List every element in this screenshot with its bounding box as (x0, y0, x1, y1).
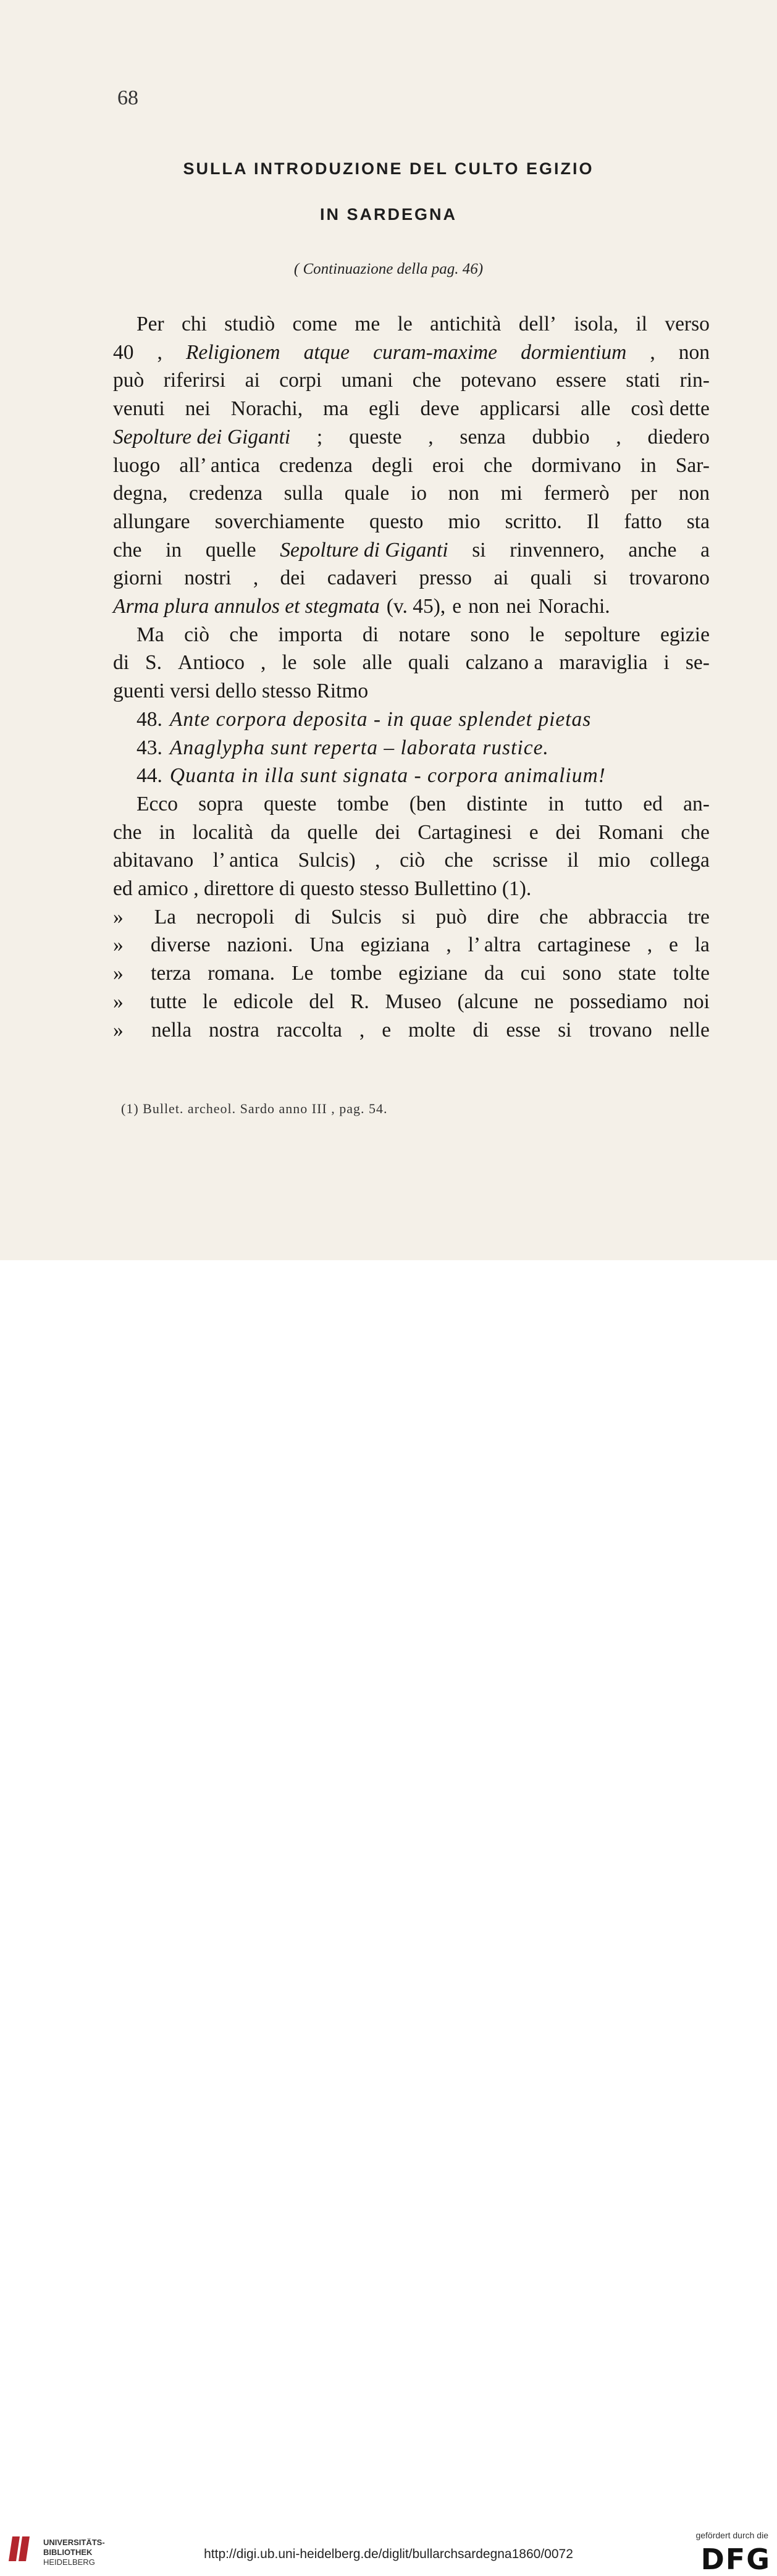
word: credenza (189, 482, 263, 505)
word: romana. (208, 962, 275, 985)
quote-mark: » (113, 933, 124, 957)
article-subtitle: IN SARDEGNA (319, 205, 457, 224)
word: che (539, 905, 568, 928)
word: di (295, 905, 311, 928)
word: sono (470, 623, 510, 646)
word: quelle (307, 820, 358, 844)
word: che (681, 820, 710, 844)
text-line (113, 819, 710, 847)
word: può (113, 369, 145, 392)
word: in (166, 538, 182, 562)
word: si (594, 566, 608, 590)
word: e (529, 820, 539, 844)
quotation (113, 903, 710, 1045)
word: all’ antica (179, 453, 260, 477)
text-line (113, 621, 710, 649)
word: sta (686, 510, 710, 533)
word: egiziana (360, 933, 430, 957)
word: che (444, 849, 474, 872)
word: ai (245, 369, 260, 392)
word: Norachi, (230, 397, 303, 421)
word: venuti (113, 397, 165, 421)
word: giorni (113, 566, 163, 590)
word: , (647, 933, 653, 957)
word: noi (683, 990, 710, 1013)
verse-list (113, 705, 710, 790)
word: si (558, 1018, 572, 1042)
word: se- (685, 651, 710, 675)
word: , (650, 340, 655, 364)
paragraph-2 (113, 621, 710, 705)
word: l’ antica (212, 849, 279, 872)
word: Sepolture di Giganti (280, 538, 448, 562)
word: queste (263, 792, 317, 815)
word: chi (181, 313, 207, 335)
quote-line (113, 1016, 710, 1045)
text-line (113, 846, 710, 875)
text-line (113, 366, 710, 395)
word: cadaveri (327, 566, 398, 590)
word: trovano (589, 1018, 652, 1042)
word: quelle (205, 538, 256, 562)
footnote: (1) Bullet. archeol. Sardo anno III , pag. 54. (121, 1101, 388, 1116)
word: Cartaginesi (418, 820, 512, 844)
word: distinte (466, 792, 528, 815)
word: degna, (113, 482, 168, 505)
word: applicarsi (479, 397, 560, 421)
article-title: SULLA INTRODUZIONE DEL CULTO EGIZIO (183, 159, 594, 178)
word: ai (494, 566, 509, 590)
word: Romani (598, 820, 664, 844)
quote-mark: » (113, 962, 124, 985)
word: eroi (432, 453, 464, 477)
paragraph-3 (113, 790, 710, 903)
word: Antioco (178, 651, 245, 675)
word: e (669, 933, 678, 957)
word: di (113, 651, 130, 675)
word: che (483, 453, 513, 477)
word: ciò (400, 849, 425, 872)
quote-mark: » (113, 905, 124, 928)
word: tombe (337, 792, 389, 815)
footer-bar (0, 1260, 777, 2576)
word: potevano (460, 369, 537, 392)
word: egizie (660, 623, 710, 646)
dfg-logo: DFG (700, 2543, 771, 2576)
word: di (472, 1018, 489, 1042)
word: del (309, 990, 335, 1013)
word: le (397, 313, 413, 335)
word: che (113, 820, 142, 844)
word: senza (460, 425, 506, 448)
word: da (270, 820, 290, 844)
word: dire (487, 905, 519, 928)
word: soverchiamente (214, 510, 345, 533)
word: edicole (233, 990, 293, 1013)
word: nei (185, 397, 211, 421)
word: (alcune (457, 990, 519, 1013)
word: dei (375, 820, 401, 844)
word: così dette (631, 397, 710, 421)
word: dormivano (531, 453, 621, 477)
quote-line (113, 903, 710, 932)
text-line (113, 875, 710, 903)
verse-number: 48. (136, 707, 162, 731)
word: isola, (574, 313, 619, 335)
word: tre (687, 905, 710, 928)
text-line (113, 479, 710, 508)
word: sopra (198, 792, 243, 815)
word: come (292, 313, 337, 335)
library-name: UNIVERSITÄTS- BIBLIOTHEK HEIDELBERG (43, 2538, 105, 2567)
word: degli (371, 453, 413, 477)
word: anche (628, 538, 677, 562)
text-line (113, 790, 710, 819)
word: molte (408, 1018, 456, 1042)
word: allungare (113, 510, 190, 533)
word: , (616, 425, 621, 448)
text-line (113, 395, 710, 423)
word: Le (292, 962, 314, 985)
verse-text: Ante corpora deposita - in quae splendet pietas (169, 707, 592, 731)
word: R. (350, 990, 369, 1013)
word: Ecco (136, 792, 178, 815)
text-line (113, 508, 710, 536)
word: , (446, 933, 452, 957)
word: maraviglia (559, 651, 648, 675)
word: curam-maxime (373, 340, 498, 364)
word: me (355, 313, 380, 335)
word: Sulcis) (298, 849, 356, 872)
text-line (113, 649, 710, 677)
word: ed (643, 792, 663, 815)
word: scritto. (505, 510, 562, 533)
paragraph-1 (113, 310, 710, 621)
word: fermerò (544, 482, 610, 505)
word: tutto (584, 792, 623, 815)
word: , (157, 340, 162, 364)
word: dell’ (518, 313, 557, 335)
text-line (113, 536, 710, 565)
scanned-page (0, 0, 777, 1260)
word: ed amico , direttore di questo stesso Bullettino (1). (113, 877, 532, 901)
word: atque (303, 340, 350, 364)
word: terza (151, 962, 191, 985)
text-line (113, 339, 710, 367)
word: ma (323, 397, 349, 421)
word: non (678, 482, 710, 505)
word: in (640, 453, 657, 477)
word: l’ altra (468, 933, 521, 957)
word: che (113, 538, 142, 562)
word: umani (341, 369, 393, 392)
word: luogo (113, 453, 161, 477)
word: Una (309, 933, 345, 957)
word: Ma (136, 623, 164, 646)
continuation-note: ( Continuazione della pag. 46) (293, 261, 484, 277)
word: essere (555, 369, 607, 392)
word: Arma plura annulos et stegmata (113, 595, 380, 618)
word: quali (530, 566, 572, 590)
text-line (113, 592, 710, 621)
word: mi (500, 482, 523, 505)
verse-text: Quanta in illa sunt signata - corpora animalium! (169, 764, 606, 788)
word: sulla (284, 482, 324, 505)
word: Religionem (185, 340, 280, 364)
word: che (412, 369, 442, 392)
quote-mark: » (113, 1018, 124, 1042)
word: abitavano (113, 849, 194, 872)
word: ne (534, 990, 554, 1013)
word: rinvennero, (510, 538, 605, 562)
word: corpi (279, 369, 322, 392)
word: egiziane (398, 962, 468, 985)
word: sepolture (564, 623, 640, 646)
word: che (229, 623, 258, 646)
word: non (678, 340, 710, 364)
word: esse (506, 1018, 541, 1042)
word: in (548, 792, 565, 815)
source-url-link[interactable]: http://digi.ub.uni-heidelberg.de/diglit/bullarchsardegna1860/0072 (204, 2547, 573, 2561)
word: Il (586, 510, 600, 533)
word: rin- (679, 369, 710, 392)
text-line (113, 677, 710, 705)
word: notare (398, 623, 451, 646)
word: possediamo (569, 990, 668, 1013)
word: nella (151, 1018, 192, 1042)
word: e (452, 595, 462, 618)
word: Norachi. (538, 595, 610, 618)
word: in (159, 820, 175, 844)
quote-mark: » (113, 990, 124, 1013)
word: nelle (669, 1018, 710, 1042)
word: le (203, 990, 218, 1013)
word: nei (506, 595, 532, 618)
word: località (192, 820, 254, 844)
word: 40 (113, 340, 134, 364)
word: verso (665, 313, 710, 335)
word: ; (316, 425, 323, 448)
word: riferirsi (163, 369, 226, 392)
word: di (362, 623, 379, 646)
word: questo (369, 510, 424, 533)
word: nostra (209, 1018, 259, 1042)
verse-line (113, 734, 710, 762)
word: (ben (409, 792, 447, 815)
word: S. (145, 651, 162, 675)
word: da (484, 962, 504, 985)
word: antichità (430, 313, 502, 335)
word: nazioni. (227, 933, 293, 957)
verse-number: 43. (136, 736, 162, 759)
word: dei (555, 820, 581, 844)
word: trovarono (629, 566, 710, 590)
article-body (113, 310, 710, 1044)
word: si (472, 538, 486, 562)
word: , (253, 566, 259, 590)
word: la (694, 933, 710, 957)
word: credenza (279, 453, 353, 477)
word: le (282, 651, 297, 675)
word: nostri (184, 566, 232, 590)
word: diverse (150, 933, 211, 957)
word: stati (626, 369, 661, 392)
word: Per (136, 313, 164, 335)
word: non (448, 482, 479, 505)
word: , (260, 651, 266, 675)
word: e (382, 1018, 392, 1042)
word: quale (344, 482, 390, 505)
word: dubbio (532, 425, 590, 448)
word: il (636, 313, 647, 335)
word: presso (419, 566, 472, 590)
verse-line (113, 762, 710, 790)
word: queste (348, 425, 402, 448)
word: per (631, 482, 658, 505)
word: cartaginese (537, 933, 631, 957)
word: , (359, 1018, 365, 1042)
word: guenti versi dello stesso Ritmo (113, 680, 369, 703)
word: La (154, 905, 177, 928)
word: tombe (330, 962, 382, 985)
funding-note: gefördert durch die (695, 2530, 768, 2540)
verse-text: Anaglypha sunt reperta – laborata rustice. (169, 736, 549, 759)
word: Sulcis (330, 905, 382, 928)
word: collega (650, 849, 710, 872)
word: deve (420, 397, 460, 421)
word: scrisse (492, 849, 548, 872)
word: dei (280, 566, 306, 590)
text-line (113, 310, 710, 339)
word: le (529, 623, 545, 646)
word: sole (313, 651, 346, 675)
page-number: 68 (117, 86, 138, 109)
word: i (663, 651, 670, 675)
word: abbraccia (588, 905, 668, 928)
text-line (113, 423, 710, 452)
word: egli (369, 397, 400, 421)
word: quali (408, 651, 450, 675)
quote-line (113, 931, 710, 959)
word: il (567, 849, 579, 872)
word: dormientium (521, 340, 627, 364)
word: fatto (624, 510, 662, 533)
word: state (618, 962, 657, 985)
word: io (410, 482, 427, 505)
verse-line (113, 705, 710, 734)
word: tolte (673, 962, 710, 985)
word: cui (520, 962, 546, 985)
word: tutte (149, 990, 187, 1013)
word: , (428, 425, 434, 448)
word: necropoli (196, 905, 275, 928)
text-line (113, 564, 710, 592)
verse-number: 44. (136, 764, 162, 788)
word: ciò (184, 623, 209, 646)
word: non (468, 595, 500, 618)
word: Museo (385, 990, 442, 1013)
word: mio (448, 510, 481, 533)
word: , (375, 849, 380, 872)
word: importa (278, 623, 343, 646)
quote-line (113, 959, 710, 988)
word: Sar- (675, 453, 710, 477)
word: diedero (647, 425, 710, 448)
word: (v. 45), (386, 595, 446, 618)
text-line (113, 452, 710, 480)
word: studiò (224, 313, 275, 335)
word: mio (598, 849, 631, 872)
quote-line (113, 988, 710, 1016)
word: sono (562, 962, 602, 985)
word: può (435, 905, 467, 928)
word: an- (683, 792, 710, 815)
word: Sepolture dei Giganti (113, 425, 291, 448)
word: alle (362, 651, 392, 675)
word: raccolta (276, 1018, 342, 1042)
word: a (700, 538, 710, 562)
word: alle (581, 397, 611, 421)
word: calzano a (465, 651, 544, 675)
word: si (401, 905, 416, 928)
